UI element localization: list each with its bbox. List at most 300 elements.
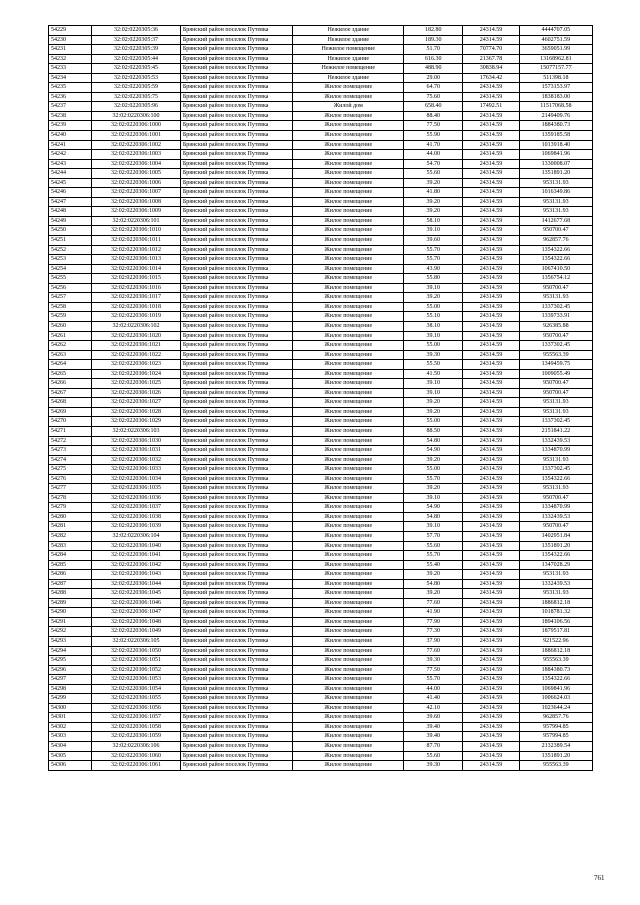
cell-row-number: 54299 <box>49 694 92 704</box>
cell-row-number: 54232 <box>49 54 92 64</box>
cell-address: Брянский район поселок Путевка <box>180 694 292 704</box>
cell-object-type: Жилое помещение <box>293 493 404 503</box>
cell-row-number: 54276 <box>49 474 92 484</box>
cell-row-number: 54306 <box>49 761 92 771</box>
cell-price-per-unit: 24314.59 <box>463 551 520 561</box>
cell-object-type: Жилое помещение <box>293 465 404 475</box>
cell-price-per-unit: 24314.59 <box>463 283 520 293</box>
cell-price-per-unit: 24314.59 <box>463 570 520 580</box>
cell-price-per-unit: 24314.59 <box>463 589 520 599</box>
cell-object-type: Жилое помещение <box>293 684 404 694</box>
cell-object-type: Жилое помещение <box>293 350 404 360</box>
cell-cadastral-number: 32:02:0220306:1059 <box>92 732 181 742</box>
cell-address: Брянский район поселок Путевка <box>180 579 292 589</box>
cell-cadastral-number: 32:02:0220306:1053 <box>92 675 181 685</box>
cell-area: 55.10 <box>404 312 463 322</box>
cell-cadastral-value: 1009055.49 <box>519 369 592 379</box>
cell-object-type: Жилое помещение <box>293 608 404 618</box>
table-row <box>49 102 593 112</box>
cell-cadastral-number: 32:02:0220306:1005 <box>92 169 181 179</box>
cell-address: Брянский район поселок Путевка <box>180 140 292 150</box>
table-row <box>49 121 593 131</box>
cell-address: Брянский район поселок Путевка <box>180 684 292 694</box>
cell-object-type: Жилое помещение <box>293 694 404 704</box>
cell-address: Брянский район поселок Путевка <box>180 369 292 379</box>
cell-area: 88.50 <box>404 426 463 436</box>
cell-cadastral-number: 32:02:0220305:45 <box>92 64 181 74</box>
cell-address: Брянский район поселок Путевка <box>180 570 292 580</box>
cell-price-per-unit: 24314.59 <box>463 188 520 198</box>
cell-cadastral-number: 32:02:0220305:36 <box>92 26 181 36</box>
table-row <box>49 140 593 150</box>
cell-area: 39.20 <box>404 484 463 494</box>
cell-address: Брянский район поселок Путевка <box>180 102 292 112</box>
cell-cadastral-value: 1337302.45 <box>519 341 592 351</box>
cell-cadastral-number: 32:02:0220306:1055 <box>92 694 181 704</box>
cell-object-type: Жилое помещение <box>293 732 404 742</box>
cell-cadastral-number: 32:02:0220306:1041 <box>92 551 181 561</box>
cell-area: 39.20 <box>404 570 463 580</box>
table-row <box>49 722 593 732</box>
cell-area: 77.60 <box>404 646 463 656</box>
cell-area: 39.20 <box>404 207 463 217</box>
cell-area: 39.10 <box>404 379 463 389</box>
cell-cadastral-number: 32:02:0220306:1039 <box>92 522 181 532</box>
table-row <box>49 684 593 694</box>
table-row <box>49 522 593 532</box>
cell-area: 41.90 <box>404 608 463 618</box>
cell-object-type: Жилое помещение <box>293 121 404 131</box>
cell-price-per-unit: 24314.59 <box>463 178 520 188</box>
cell-address: Брянский район поселок Путевка <box>180 226 292 236</box>
cell-cadastral-value: 955563.39 <box>519 656 592 666</box>
cell-cadastral-value: 1402951.84 <box>519 531 592 541</box>
cell-row-number: 54249 <box>49 216 92 226</box>
cell-address: Брянский район поселок Путевка <box>180 531 292 541</box>
cell-cadastral-value: 2149409.76 <box>519 111 592 121</box>
cell-cadastral-number: 32:02:0220306:1017 <box>92 293 181 303</box>
table-row <box>49 188 593 198</box>
cell-area: 54.80 <box>404 512 463 522</box>
cell-row-number: 54253 <box>49 255 92 265</box>
cell-cadastral-value: 950700.47 <box>519 493 592 503</box>
cell-price-per-unit: 24314.59 <box>463 398 520 408</box>
cell-cadastral-value: 1351891.20 <box>519 751 592 761</box>
cell-object-type: Жилое помещение <box>293 283 404 293</box>
cell-row-number: 54256 <box>49 283 92 293</box>
cell-cadastral-number: 32:02:0220306:1003 <box>92 150 181 160</box>
cell-price-per-unit: 24314.59 <box>463 341 520 351</box>
cell-price-per-unit: 24314.59 <box>463 512 520 522</box>
cell-row-number: 54268 <box>49 398 92 408</box>
cell-object-type: Жилое помещение <box>293 178 404 188</box>
cell-row-number: 54292 <box>49 627 92 637</box>
cell-price-per-unit: 17634.42 <box>463 73 520 83</box>
table-row <box>49 761 593 771</box>
cell-address: Брянский район поселок Путевка <box>180 207 292 217</box>
cell-address: Брянский район поселок Путевка <box>180 398 292 408</box>
cell-price-per-unit: 24314.59 <box>463 560 520 570</box>
cell-object-type: Жилое помещение <box>293 274 404 284</box>
cell-price-per-unit: 24314.59 <box>463 83 520 93</box>
cell-area: 55.40 <box>404 560 463 570</box>
cell-area: 658.40 <box>404 102 463 112</box>
table-row <box>49 598 593 608</box>
cell-row-number: 54259 <box>49 312 92 322</box>
cell-price-per-unit: 24314.59 <box>463 694 520 704</box>
cell-cadastral-number: 32:02:0220306:1058 <box>92 722 181 732</box>
table-row <box>49 216 593 226</box>
cell-area: 39.20 <box>404 589 463 599</box>
cell-area: 77.50 <box>404 121 463 131</box>
cell-cadastral-number: 32:02:0220306:1011 <box>92 236 181 246</box>
cell-object-type: Жилое помещение <box>293 589 404 599</box>
cell-object-type: Жилое помещение <box>293 551 404 561</box>
cell-area: 64.70 <box>404 83 463 93</box>
cell-price-per-unit: 24314.59 <box>463 608 520 618</box>
cell-cadastral-number: 32:02:0220306:1051 <box>92 656 181 666</box>
cell-area: 55.70 <box>404 675 463 685</box>
cell-row-number: 54301 <box>49 713 92 723</box>
cell-object-type: Жилое помещение <box>293 474 404 484</box>
cell-area: 39.30 <box>404 656 463 666</box>
cell-object-type: Жилое помещение <box>293 293 404 303</box>
cell-area: 54.70 <box>404 159 463 169</box>
cell-cadastral-number: 32:02:0220306:101 <box>92 216 181 226</box>
cell-area: 39.20 <box>404 178 463 188</box>
cell-object-type: Жилое помещение <box>293 388 404 398</box>
table-row <box>49 742 593 752</box>
cell-price-per-unit: 24314.59 <box>463 541 520 551</box>
cell-cadastral-number: 32:02:0220306:1036 <box>92 493 181 503</box>
table-row <box>49 150 593 160</box>
cell-price-per-unit: 30838.94 <box>463 64 520 74</box>
cell-price-per-unit: 24314.59 <box>463 121 520 131</box>
cell-object-type: Жилое помещение <box>293 188 404 198</box>
cell-address: Брянский район поселок Путевка <box>180 83 292 93</box>
table-row <box>49 35 593 45</box>
cell-address: Брянский район поселок Путевка <box>180 751 292 761</box>
cell-object-type: Нежилое здание <box>293 26 404 36</box>
cell-area: 39.10 <box>404 283 463 293</box>
table-row <box>49 608 593 618</box>
cell-area: 39.60 <box>404 713 463 723</box>
table-row <box>49 226 593 236</box>
table-row <box>49 360 593 370</box>
cell-object-type: Нежилое здание <box>293 35 404 45</box>
cell-price-per-unit: 24314.59 <box>463 150 520 160</box>
cell-cadastral-number: 32:02:0220306:1002 <box>92 140 181 150</box>
cell-cadastral-value: 3659051.99 <box>519 45 592 55</box>
cell-cadastral-value: 953131.93 <box>519 178 592 188</box>
cell-cadastral-number: 32:02:0220305:53 <box>92 73 181 83</box>
cell-row-number: 54293 <box>49 637 92 647</box>
cell-price-per-unit: 24314.59 <box>463 751 520 761</box>
cell-address: Брянский район поселок Путевка <box>180 379 292 389</box>
cell-address: Брянский район поселок Путевка <box>180 436 292 446</box>
cell-cadastral-value: 950700.47 <box>519 522 592 532</box>
cell-cadastral-value: 1886812.18 <box>519 598 592 608</box>
cell-area: 189.30 <box>404 35 463 45</box>
cell-cadastral-number: 32:02:0220306:1007 <box>92 188 181 198</box>
cell-price-per-unit: 24314.59 <box>463 245 520 255</box>
cell-object-type: Жилое помещение <box>293 713 404 723</box>
cell-cadastral-value: 950700.47 <box>519 283 592 293</box>
cell-area: 55.00 <box>404 341 463 351</box>
cell-cadastral-value: 953131.93 <box>519 484 592 494</box>
cell-row-number: 54230 <box>49 35 92 45</box>
cell-cadastral-value: 1894106.56 <box>519 617 592 627</box>
cell-address: Брянский район поселок Путевка <box>180 722 292 732</box>
cell-cadastral-number: 32:02:0220305:39 <box>92 45 181 55</box>
cell-area: 54.80 <box>404 579 463 589</box>
cell-price-per-unit: 24314.59 <box>463 92 520 102</box>
cell-cadastral-number: 32:02:0220306:1031 <box>92 446 181 456</box>
cell-cadastral-value: 953131.93 <box>519 197 592 207</box>
cell-area: 77.90 <box>404 617 463 627</box>
cell-price-per-unit: 24314.59 <box>463 665 520 675</box>
cell-object-type: Жилое помещение <box>293 541 404 551</box>
table-row <box>49 111 593 121</box>
table-row <box>49 484 593 494</box>
cell-object-type: Жилое помещение <box>293 751 404 761</box>
cell-area: 39.10 <box>404 226 463 236</box>
cell-row-number: 54265 <box>49 369 92 379</box>
cell-cadastral-number: 32:02:0220306:1033 <box>92 465 181 475</box>
cell-object-type: Жилое помещение <box>293 216 404 226</box>
cell-row-number: 54296 <box>49 665 92 675</box>
cell-row-number: 54282 <box>49 531 92 541</box>
cell-cadastral-value: 962857.76 <box>519 236 592 246</box>
cell-price-per-unit: 24314.59 <box>463 656 520 666</box>
cell-address: Брянский район поселок Путевка <box>180 446 292 456</box>
cell-cadastral-value: 1351891.20 <box>519 541 592 551</box>
cell-object-type: Жилое помещение <box>293 360 404 370</box>
cell-address: Брянский район поселок Путевка <box>180 245 292 255</box>
cell-cadastral-number: 32:02:0220306:1026 <box>92 388 181 398</box>
cell-cadastral-value: 13168962.81 <box>519 54 592 64</box>
cell-cadastral-value: 950700.47 <box>519 226 592 236</box>
cell-price-per-unit: 24314.59 <box>463 474 520 484</box>
cell-cadastral-value: 511398.18 <box>519 73 592 83</box>
cell-address: Брянский район поселок Путевка <box>180 465 292 475</box>
cell-area: 488.90 <box>404 64 463 74</box>
cell-row-number: 54236 <box>49 92 92 102</box>
cell-price-per-unit: 24314.59 <box>463 321 520 331</box>
cell-row-number: 54283 <box>49 541 92 551</box>
cell-area: 39.30 <box>404 350 463 360</box>
cell-cadastral-number: 32:02:0220306:1042 <box>92 560 181 570</box>
cell-cadastral-value: 962857.76 <box>519 713 592 723</box>
cell-price-per-unit: 70774.70 <box>463 45 520 55</box>
table-row <box>49 436 593 446</box>
table-row <box>49 92 593 102</box>
table-row <box>49 245 593 255</box>
table-row <box>49 169 593 179</box>
cell-object-type: Жилое помещение <box>293 560 404 570</box>
cell-row-number: 54273 <box>49 446 92 456</box>
cell-row-number: 54280 <box>49 512 92 522</box>
cell-object-type: Жилое помещение <box>293 255 404 265</box>
cell-area: 57.70 <box>404 531 463 541</box>
cell-object-type: Жилое помещение <box>293 446 404 456</box>
cell-row-number: 54267 <box>49 388 92 398</box>
cell-cadastral-value: 1339733.91 <box>519 312 592 322</box>
table-row <box>49 236 593 246</box>
cell-price-per-unit: 24314.59 <box>463 503 520 513</box>
table-row <box>49 293 593 303</box>
cell-price-per-unit: 24314.59 <box>463 293 520 303</box>
cell-object-type: Жилое помещение <box>293 665 404 675</box>
cell-row-number: 54244 <box>49 169 92 179</box>
cell-cadastral-number: 32:02:0220306:1024 <box>92 369 181 379</box>
cell-price-per-unit: 24314.59 <box>463 722 520 732</box>
cell-address: Брянский район поселок Путевка <box>180 637 292 647</box>
cell-cadastral-number: 32:02:0220306:1040 <box>92 541 181 551</box>
cell-object-type: Жилое помещение <box>293 742 404 752</box>
cell-area: 55.00 <box>404 465 463 475</box>
cell-price-per-unit: 24314.59 <box>463 742 520 752</box>
cell-cadastral-value: 957994.85 <box>519 732 592 742</box>
cell-cadastral-number: 32:02:0220306:1012 <box>92 245 181 255</box>
cell-address: Брянский район поселок Путевка <box>180 560 292 570</box>
cell-cadastral-value: 1351891.20 <box>519 169 592 179</box>
cell-price-per-unit: 24314.59 <box>463 407 520 417</box>
cell-cadastral-number: 32:02:0220306:1047 <box>92 608 181 618</box>
cell-address: Брянский район поселок Путевка <box>180 274 292 284</box>
cell-price-per-unit: 24314.59 <box>463 436 520 446</box>
cell-price-per-unit: 24314.59 <box>463 522 520 532</box>
cell-cadastral-value: 1332439.53 <box>519 512 592 522</box>
cell-cadastral-value: 1337302.45 <box>519 302 592 312</box>
cell-address: Брянский район поселок Путевка <box>180 92 292 102</box>
cell-row-number: 54298 <box>49 684 92 694</box>
cell-cadastral-number: 32:02:0220306:1027 <box>92 398 181 408</box>
cell-cadastral-value: 953131.93 <box>519 398 592 408</box>
table-row <box>49 446 593 456</box>
cell-cadastral-number: 32:02:0220305:44 <box>92 54 181 64</box>
cell-row-number: 54275 <box>49 465 92 475</box>
cell-area: 77.60 <box>404 598 463 608</box>
cell-area: 39.30 <box>404 761 463 771</box>
cell-cadastral-number: 32:02:0220306:1044 <box>92 579 181 589</box>
cell-row-number: 54229 <box>49 26 92 36</box>
cell-object-type: Жилое помещение <box>293 331 404 341</box>
cell-cadastral-number: 32:02:0220306:102 <box>92 321 181 331</box>
cell-object-type: Жилое помещение <box>293 226 404 236</box>
table-row <box>49 331 593 341</box>
cell-price-per-unit: 24314.59 <box>463 169 520 179</box>
cell-area: 39.40 <box>404 722 463 732</box>
cell-cadastral-value: 1337302.45 <box>519 465 592 475</box>
cell-cadastral-number: 32:02:0220306:1052 <box>92 665 181 675</box>
cell-cadastral-number: 32:02:0220306:1008 <box>92 197 181 207</box>
cell-area: 39.10 <box>404 331 463 341</box>
cell-cadastral-number: 32:02:0220306:103 <box>92 426 181 436</box>
cell-cadastral-value: 1069841.96 <box>519 684 592 694</box>
cell-price-per-unit: 24314.59 <box>463 369 520 379</box>
cell-address: Брянский район поселок Путевка <box>180 493 292 503</box>
cell-area: 55.90 <box>404 131 463 141</box>
cell-address: Брянский район поселок Путевка <box>180 742 292 752</box>
cell-object-type: Жилое помещение <box>293 646 404 656</box>
cell-price-per-unit: 24314.59 <box>463 312 520 322</box>
cell-object-type: Жилое помещение <box>293 131 404 141</box>
cell-address: Брянский район поселок Путевка <box>180 293 292 303</box>
cell-area: 87.70 <box>404 742 463 752</box>
cell-cadastral-value: 953131.93 <box>519 293 592 303</box>
cell-price-per-unit: 24314.59 <box>463 131 520 141</box>
cell-cadastral-number: 32:02:0220305:96 <box>92 102 181 112</box>
cell-area: 55.00 <box>404 302 463 312</box>
cell-object-type: Жилое помещение <box>293 169 404 179</box>
cell-object-type: Жилое помещение <box>293 570 404 580</box>
cell-cadastral-number: 32:02:0220306:1022 <box>92 350 181 360</box>
cell-address: Брянский район поселок Путевка <box>180 331 292 341</box>
cell-cadastral-value: 953131.93 <box>519 570 592 580</box>
table-row <box>49 131 593 141</box>
cell-object-type: Жилое помещение <box>293 656 404 666</box>
cell-cadastral-value: 1337302.45 <box>519 417 592 427</box>
cell-price-per-unit: 24314.59 <box>463 703 520 713</box>
cell-address: Брянский район поселок Путевка <box>180 178 292 188</box>
table-row <box>49 417 593 427</box>
cell-price-per-unit: 24314.59 <box>463 236 520 246</box>
cell-area: 39.20 <box>404 197 463 207</box>
cell-address: Брянский район поселок Путевка <box>180 713 292 723</box>
cell-address: Брянский район поселок Путевка <box>180 197 292 207</box>
cell-address: Брянский район поселок Путевка <box>180 617 292 627</box>
cell-cadastral-number: 32:02:0220306:1037 <box>92 503 181 513</box>
cell-object-type: Жилое помещение <box>293 398 404 408</box>
property-table-body <box>49 26 593 771</box>
cell-cadastral-number: 32:02:0220306:1057 <box>92 713 181 723</box>
table-row <box>49 751 593 761</box>
cell-price-per-unit: 24314.59 <box>463 35 520 45</box>
cell-address: Брянский район поселок Путевка <box>180 551 292 561</box>
cell-cadastral-value: 955563.39 <box>519 761 592 771</box>
table-row <box>49 713 593 723</box>
cell-cadastral-value: 1412677.68 <box>519 216 592 226</box>
cell-area: 55.70 <box>404 551 463 561</box>
cell-address: Брянский район поселок Путевка <box>180 111 292 121</box>
cell-area: 77.30 <box>404 627 463 637</box>
cell-object-type: Нежилое здание <box>293 73 404 83</box>
cell-object-type: Жилое помещение <box>293 426 404 436</box>
cell-address: Брянский район поселок Путевка <box>180 35 292 45</box>
cell-cadastral-value: 11517068.58 <box>519 102 592 112</box>
table-row <box>49 493 593 503</box>
cell-area: 54.90 <box>404 446 463 456</box>
cell-row-number: 54284 <box>49 551 92 561</box>
cell-row-number: 54246 <box>49 188 92 198</box>
table-row <box>49 589 593 599</box>
cell-object-type: Жилой дом <box>293 102 404 112</box>
cell-area: 41.50 <box>404 369 463 379</box>
table-row <box>49 407 593 417</box>
cell-object-type: Жилое помещение <box>293 484 404 494</box>
cell-cadastral-value: 1573153.97 <box>519 83 592 93</box>
cell-cadastral-number: 32:02:0220306:1019 <box>92 312 181 322</box>
cell-cadastral-number: 32:02:0220306:1010 <box>92 226 181 236</box>
cell-area: 55.00 <box>404 417 463 427</box>
cell-cadastral-value: 1879517.81 <box>519 627 592 637</box>
table-row <box>49 675 593 685</box>
cell-price-per-unit: 24314.59 <box>463 684 520 694</box>
cell-address: Брянский район поселок Путевка <box>180 522 292 532</box>
cell-area: 39.20 <box>404 293 463 303</box>
cell-cadastral-number: 32:02:0220306:1035 <box>92 484 181 494</box>
